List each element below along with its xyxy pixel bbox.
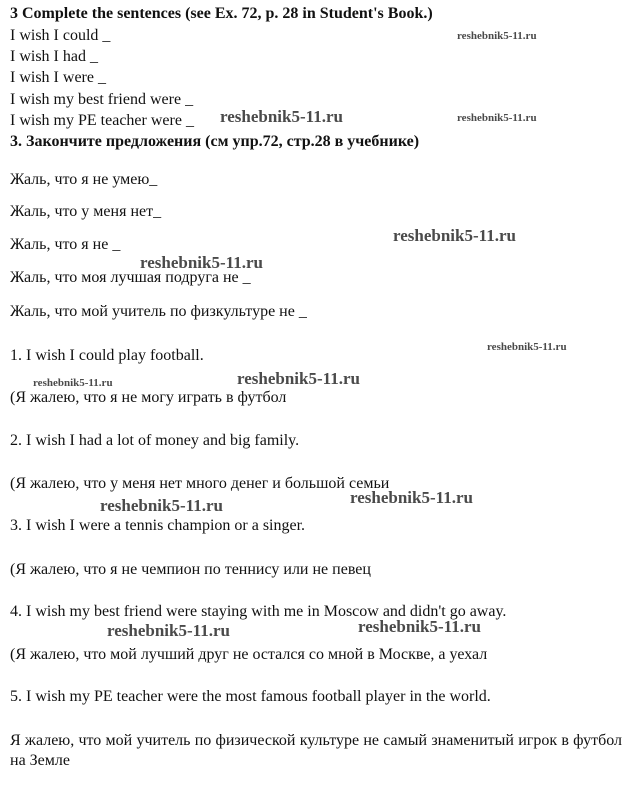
watermark: reshebnik5-11.ru xyxy=(350,488,473,507)
answer-2-russian: (Я жалею, что у меня нет много денег и большой семьи xyxy=(10,475,390,492)
watermark: reshebnik5-11.ru xyxy=(100,496,223,515)
english-task-line-2: I wish I had _ xyxy=(10,48,98,65)
answer-4-english: 4. I wish my best friend were staying with me in Moscow and didn't go away. xyxy=(10,603,507,620)
answer-5-russian: Я жалею, что мой учитель по физической культуре не самый знаменитый игрок в футбол на Земле xyxy=(10,732,622,769)
english-task-line-3: I wish I were _ xyxy=(10,69,106,86)
watermark: reshebnik5-11.ru xyxy=(220,107,343,126)
english-task-line-1: I wish I could _ xyxy=(10,27,111,44)
answer-1-russian: (Я жалею, что я не могу играть в футбол xyxy=(10,389,287,406)
watermark: reshebnik5-11.ru xyxy=(237,369,360,388)
watermark: reshebnik5-11.ru xyxy=(393,226,516,245)
russian-task-line-5: Жаль, что мой учитель по физкультуре не _ xyxy=(10,303,307,320)
answer-4-russian: (Я жалею, что мой лучший друг не остался со мной в Москве, а уехал xyxy=(10,646,488,663)
russian-task-heading: 3. Закончите предложения (см упр.72, стр.28 в учебнике) xyxy=(10,133,420,150)
english-task-line-5: I wish my PE teacher were _ xyxy=(10,112,194,129)
answer-5-english: 5. I wish my PE teacher were the most famous football player in the world. xyxy=(10,688,491,705)
russian-task-line-4: Жаль, что моя лучшая подруга не _ xyxy=(10,269,251,286)
russian-task-line-2: Жаль, что у меня нет_ xyxy=(10,203,162,220)
watermark: reshebnik5-11.ru xyxy=(457,30,537,42)
watermark: reshebnik5-11.ru xyxy=(457,112,537,124)
watermark: reshebnik5-11.ru xyxy=(140,253,263,272)
answer-2-english: 2. I wish I had a lot of money and big family. xyxy=(10,432,300,449)
watermark: reshebnik5-11.ru xyxy=(33,377,113,389)
watermark: reshebnik5-11.ru xyxy=(487,341,567,353)
russian-task-line-1: Жаль, что я не умею_ xyxy=(10,171,158,188)
watermark: reshebnik5-11.ru xyxy=(107,621,230,640)
english-task-line-4: I wish my best friend were _ xyxy=(10,91,194,108)
watermark: reshebnik5-11.ru xyxy=(358,617,481,636)
answer-3-english: 3. I wish I were a tennis champion or a singer. xyxy=(10,517,306,534)
russian-task-line-3: Жаль, что я не _ xyxy=(10,236,121,253)
english-task-heading: 3 Complete the sentences (see Ex. 72, p. 28 in Student's Book.) xyxy=(10,5,433,22)
answer-1-english: 1. I wish I could play football. xyxy=(10,347,204,364)
answer-3-russian: (Я жалею, что я не чемпион по теннису или не певец xyxy=(10,561,371,578)
